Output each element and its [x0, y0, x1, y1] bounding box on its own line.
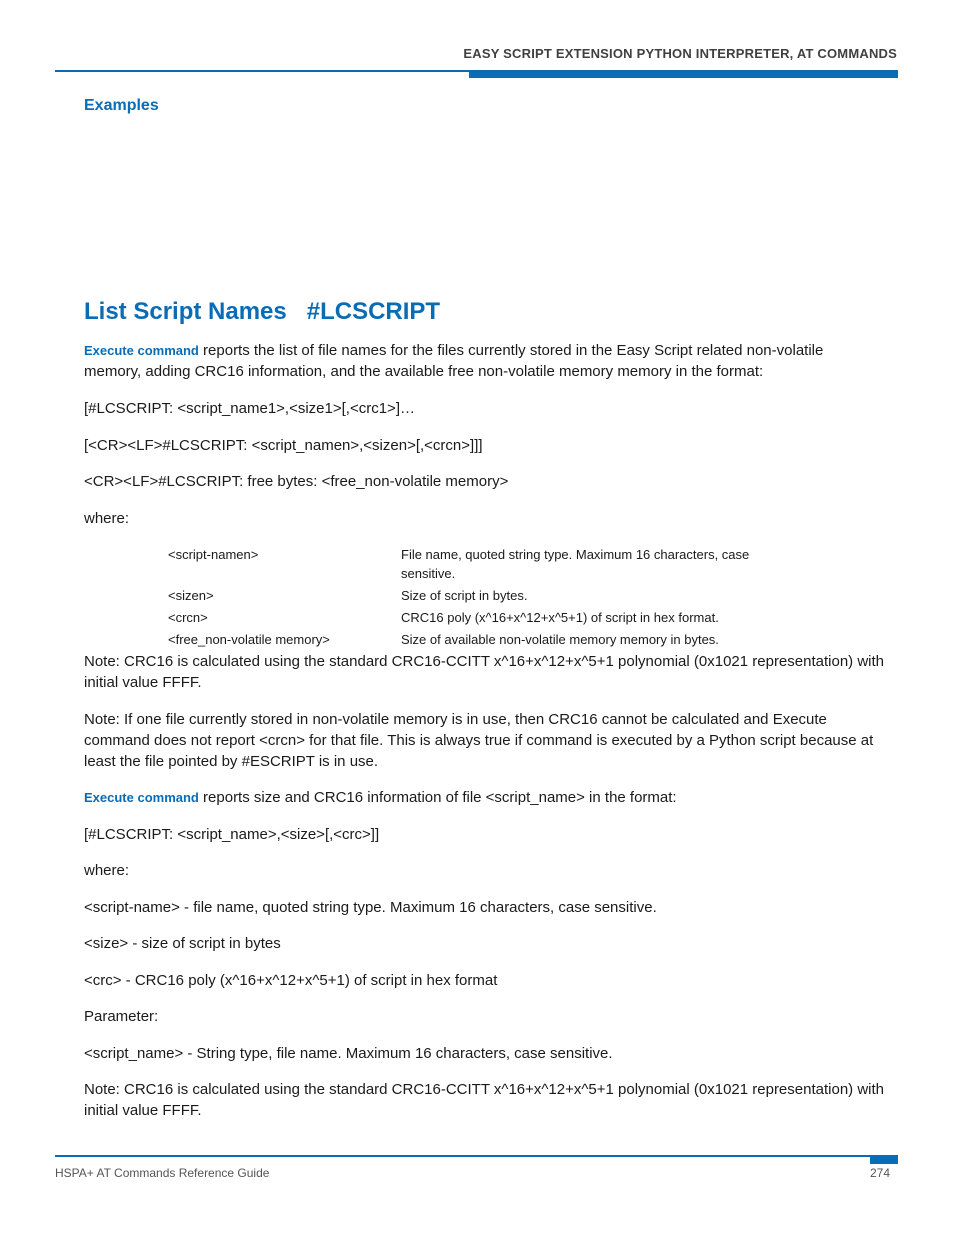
- param-desc: Size of available non-volatile memory memory in bytes.: [401, 632, 719, 647]
- where-item: <crc> - CRC16 poly (x^16+x^12+x^5+1) of script in hex format: [84, 972, 498, 989]
- header-accent-bar: [469, 70, 898, 78]
- section-title: List Script Names #LCSCRIPT: [84, 298, 441, 325]
- execute-command-description: [84, 787, 884, 808]
- param-desc: File name, quoted string type. Maximum 16 characters, case sensitive.: [401, 547, 750, 581]
- note-crc16: Note: CRC16 is calculated using the standard CRC16-CCITT x^16+x^12+x^5+1 polynomial (0x1021 representation) with initial value FFFF.: [84, 1081, 884, 1119]
- param-desc: Size of script in bytes.: [401, 588, 528, 603]
- running-header-title: EASY SCRIPT EXTENSION PYTHON INTERPRETER, AT COMMANDS: [463, 46, 897, 61]
- page-number: 274: [870, 1166, 891, 1180]
- examples-heading: Examples: [84, 97, 159, 114]
- param-desc: CRC16 poly (x^16+x^12+x^5+1) of script in hex format.: [401, 610, 719, 625]
- param-name: <script-namen>: [168, 547, 259, 562]
- param-name: <free_non-volatile memory>: [168, 632, 330, 647]
- note-crc16: Note: CRC16 is calculated using the standard CRC16-CCITT x^16+x^12+x^5+1 polynomial (0x1021 representation) with initial value FFFF.: [84, 653, 884, 691]
- where-label: where:: [84, 862, 130, 879]
- format-line: [#LCSCRIPT: <script_name1>,<size1>[,<crc1>]…: [84, 400, 415, 417]
- execute-command-label: Execute command: [84, 343, 199, 358]
- format-line: <CR><LF>#LCSCRIPT: free bytes: <free_non-volatile memory>: [84, 473, 509, 490]
- format-line: [#LCSCRIPT: <script_name>,<size>[,<crc>]]: [84, 826, 380, 843]
- execute-command-label: Execute command: [84, 790, 199, 805]
- footer-rule: [55, 1155, 898, 1157]
- note-file-in-use: Note: If one file currently stored in non-volatile memory is in use, then CRC16 cannot be calculated and Execute command does not report <crcn> for that file. This is always true if command is executed by a Python script because at least the file pointed by #ESCRIPT is in use.: [84, 711, 874, 770]
- execute-command-description: [84, 340, 884, 382]
- execute-command-text: reports the list of file names for the files currently stored in the Easy Script related non-volatile memory, adding CRC16 information, and the available free non-volatile memory memory in the format:: [84, 342, 824, 380]
- format-line: [<CR><LF>#LCSCRIPT: <script_namen>,<sizen>[,<crcn>]]]: [84, 437, 483, 454]
- parameter-label: Parameter:: [84, 1008, 159, 1025]
- where-item: <size> - size of script in bytes: [84, 935, 281, 952]
- parameter-description: <script_name> - String type, file name. Maximum 16 characters, case sensitive.: [84, 1045, 613, 1062]
- param-name: <sizen>: [168, 588, 214, 603]
- where-label: where:: [84, 510, 130, 527]
- footer-accent-bar: [870, 1155, 898, 1164]
- footer-document-title: HSPA+ AT Commands Reference Guide: [55, 1166, 270, 1180]
- execute-command-text: reports size and CRC16 information of file <script_name> in the format:: [198, 789, 677, 806]
- where-item: <script-name> - file name, quoted string type. Maximum 16 characters, case sensitive.: [84, 899, 657, 916]
- param-name: <crcn>: [168, 610, 208, 625]
